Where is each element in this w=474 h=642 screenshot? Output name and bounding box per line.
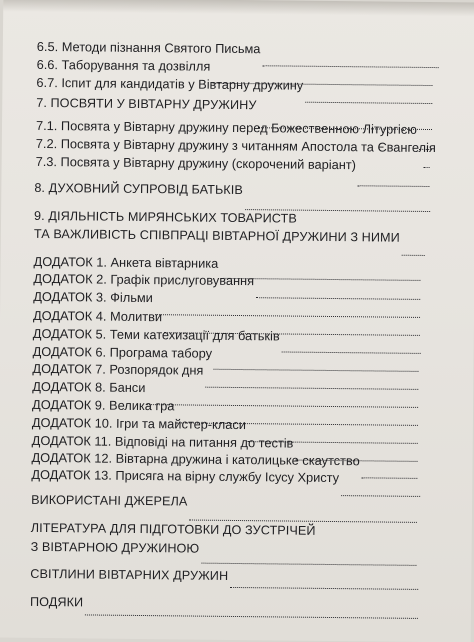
toc-entry-title: ВИКОРИСТАНІ ДЖЕРЕЛА (31, 492, 188, 509)
toc-entry-title: 7.3. Посвята у Вівтарну дружину (скорочений варіант) (35, 153, 357, 173)
toc-entry-title: 7.1. Посвята у Вівтарну дружину перед Божественною Літургією (35, 117, 417, 137)
page-top-shadow (3, 0, 474, 16)
toc-entry-title: ПОДЯКИ (29, 594, 84, 610)
dot-leader (402, 255, 425, 256)
dot-leader (282, 351, 421, 353)
toc-entry-title: ДОДАТОК 9. Велика гра (32, 396, 175, 414)
toc-entry-title: ДОДАТОК 8. Банси (32, 378, 146, 396)
dot-leader (341, 495, 420, 497)
toc-entry-title: СВІТЛИНИ ВІВТАРНИХ ДРУЖИН (30, 566, 229, 583)
dot-leader (205, 387, 418, 390)
dot-leader (305, 102, 432, 104)
toc-entry-title: ДОДАТОК 12. Вівтарна дружина і католицьке скаутство (31, 449, 360, 469)
toc-entry-title: 6.7. Іспит для кандидатів у Вівтарну дружину (36, 74, 304, 93)
toc-entry-title: 7. ПОСВЯТИ У ВІВТАРНУ ДРУЖИНУ (36, 95, 257, 113)
dot-leader (230, 587, 418, 590)
dot-leader (155, 314, 420, 318)
toc-entry-title: ДОДАТОК 13. Присяга на вірну службу Ісусу Христу (31, 466, 340, 486)
toc-entry-title: ДОДАТОК 11. Відповіді на питання до тестів (31, 432, 294, 451)
toc-entry-title: 6.6. Таборування та дозвілля (36, 56, 211, 74)
toc-entry-title: З ВІВТАРНОЮ ДРУЖИНОЮ (30, 539, 200, 556)
dot-leader (424, 167, 430, 168)
toc-entry-title: ДОДАТОК 7. Розпорядок дня (32, 360, 204, 378)
toc-entry-title: ДОДАТОК 6. Програма табору (32, 343, 213, 361)
dot-leader (256, 297, 420, 300)
toc-entry-title: ДОДАТОК 5. Теми катехизації для батьків (32, 325, 280, 344)
toc-entry-title: ДОДАТОК 4. Молитви (32, 307, 163, 325)
dot-leader (147, 404, 418, 408)
dot-leader (262, 65, 438, 68)
toc-entry-title: ДОДАТОК 3. Фільми (33, 288, 153, 306)
dot-leader (85, 614, 418, 618)
dot-leader (201, 563, 416, 566)
toc-entry-title: 6.5. Методи пізнання Святого Письма (36, 38, 261, 57)
toc-entry-title: 9. ДІЯЛЬНІСТЬ МИРЯНСЬКИХ ТОВАРИСТВ (34, 208, 297, 226)
dot-leader (214, 369, 419, 372)
toc-entry-title: ДОДАТОК 1. Анкета вівтарника (33, 253, 219, 271)
toc-entry-title: 8. ДУХОВНИЙ СУПРОВІД БАТЬКІВ (34, 180, 243, 198)
dot-leader (358, 185, 430, 187)
toc-entry-title: ЛІТЕРАТУРА ДЛЯ ПІДГОТОВКИ ДО ЗУСТРІЧЕЙ (30, 520, 316, 538)
toc-entry-title: 7.2. Посвята у Вівтарну дружину з читанням Апостола та Євангелія (35, 135, 436, 156)
toc-entry-title: ДОДАТОК 2. Графік прислуговування (33, 270, 255, 289)
toc-entry-title: ДОДАТОК 10. Ігри та майстер-класи (31, 414, 247, 433)
dot-leader (362, 477, 418, 479)
toc-entry-title: ТА ВАЖЛИВІСТЬ СПІВПРАЦІ ВІВТАРНОЇ ДРУЖИНИ З НИМИ (33, 226, 400, 245)
